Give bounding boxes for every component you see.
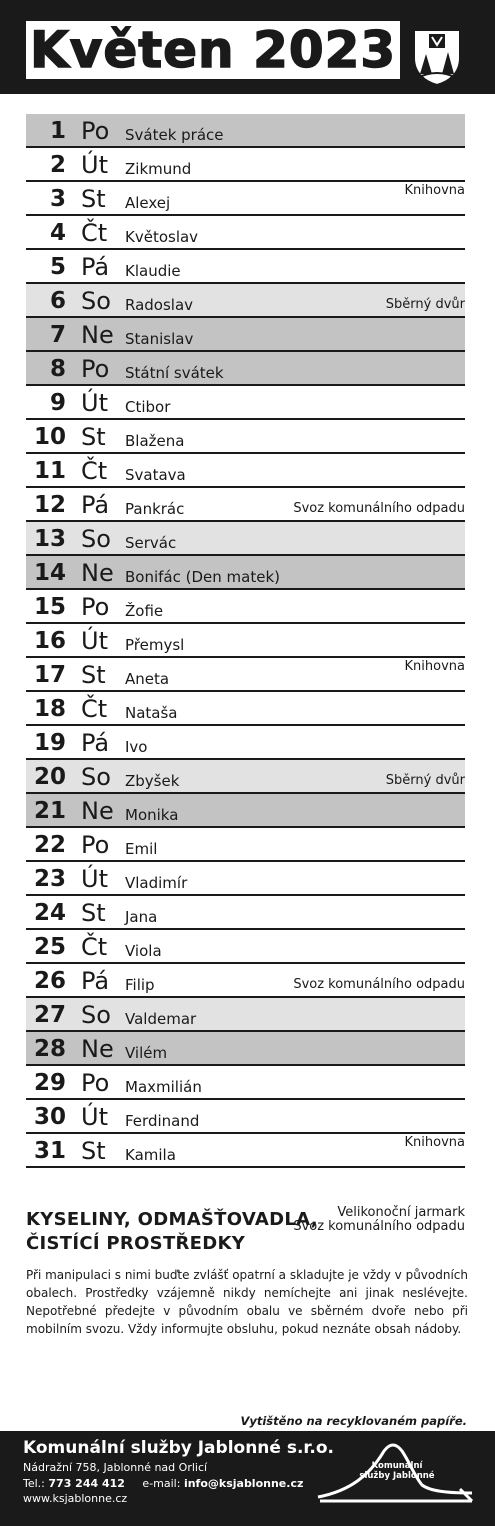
weekday-abbr: So [81,1001,111,1029]
calendar-row [26,318,465,352]
day-number: 2 [49,152,66,178]
day-number: 26 [33,968,66,994]
day-number: 21 [33,798,66,824]
name-day: Nataša [125,704,178,722]
day-number: 10 [33,424,66,450]
day-number: 22 [33,832,66,858]
calendar-row [26,964,465,998]
weekday-abbr: St [81,899,106,927]
weekday-abbr: Čt [81,933,108,961]
weekday-abbr: Pá [81,967,110,995]
logo-label: Komunální služby Jablonné [359,1461,435,1481]
weekday-abbr: Ne [81,559,114,587]
weekday-abbr: Čt [81,457,108,485]
weekday-abbr: Po [81,831,110,859]
event-legend: Velikonoční jarmark Svoz komunálního odpadu [293,1205,465,1234]
weekday-abbr: Po [81,355,110,383]
name-day: Přemysl [125,636,185,654]
weekday-abbr: Ne [81,1035,114,1063]
day-number: 8 [49,356,66,382]
day-number: 19 [33,730,66,756]
calendar-row [26,590,465,624]
day-number: 5 [49,254,66,280]
website-link[interactable]: www.ksjablonne.cz [23,1492,128,1505]
name-day: Ctibor [125,398,171,416]
name-day: Aneta [125,670,170,688]
phone-number[interactable]: 773 244 412 [48,1477,125,1490]
calendar-row [26,556,465,590]
name-day: Viola [125,942,162,960]
weekday-abbr: Čt [81,695,108,723]
day-number: 17 [33,662,66,688]
day-number: 28 [33,1036,66,1062]
footer [0,1431,495,1526]
email-link[interactable]: info@ksjablonne.cz [183,1477,304,1490]
calendar-row [26,726,465,760]
calendar-row [26,760,465,794]
name-day: Vilém [125,1044,168,1062]
name-day: Státní svátek [125,364,224,382]
day-number: 29 [33,1070,66,1096]
page-header [0,0,495,94]
day-number: 25 [33,934,66,960]
calendar-row [26,420,465,454]
name-day: Servác [125,534,177,552]
info-heading: KYSELINY, ODMAŠŤOVADLA, ČISTÍCÍ PROSTŘEDKY [26,1209,318,1254]
weekday-abbr: Po [81,1069,110,1097]
calendar-row [26,828,465,862]
name-day: Emil [125,840,158,858]
weekday-abbr: So [81,525,111,553]
day-number: 14 [33,560,66,586]
name-day: Kamila [125,1146,176,1164]
day-number: 11 [33,458,66,484]
calendar-row [26,1100,465,1134]
calendar-row [26,148,465,182]
weekday-abbr: St [81,423,106,451]
weekday-abbr: So [81,287,111,315]
day-number: 12 [33,492,66,518]
event-label: Svoz komunálního odpadu [293,977,465,992]
weekday-abbr: Čt [81,219,108,247]
name-day: Stanislav [125,330,194,348]
weekday-abbr: Út [81,389,108,417]
recycled-note: Vytištěno na recyklovaném papíře. [240,1414,467,1428]
name-day: Klaudie [125,262,181,280]
calendar-row [26,488,465,522]
day-number: 23 [33,866,66,892]
calendar-row [26,624,465,658]
calendar-list [26,114,465,1168]
event-label: Knihovna [404,183,465,198]
name-day: Svátek práce [125,126,224,144]
name-day: Radoslav [125,296,194,314]
name-day: Maxmilián [125,1078,202,1096]
day-number: 7 [49,322,66,348]
day-number: 18 [33,696,66,722]
name-day: Vladimír [125,874,188,892]
calendar-row [26,114,465,148]
calendar-row [26,386,465,420]
calendar-row [26,352,465,386]
day-number: 24 [33,900,66,926]
event-label: Knihovna [404,659,465,674]
weekday-abbr: Út [81,151,108,179]
name-day: Monika [125,806,179,824]
name-day: Valdemar [125,1010,197,1028]
company-name: Komunální služby Jablonné s.r.o. [23,1438,334,1458]
calendar-row [26,454,465,488]
weekday-abbr: Út [81,1103,108,1131]
day-number: 15 [33,594,66,620]
page-title: Květen 2023 [26,22,400,78]
name-day: Filip [125,976,155,994]
calendar-row [26,862,465,896]
day-number: 16 [33,628,66,654]
name-day: Blažena [125,432,185,450]
name-day: Jana [125,908,158,926]
day-number: 27 [33,1002,66,1028]
calendar-row [26,284,465,318]
name-day: Květoslav [125,228,199,246]
weekday-abbr: Pá [81,729,110,757]
calendar-row [26,692,465,726]
calendar-row [26,522,465,556]
weekday-abbr: Ne [81,321,114,349]
calendar-row [26,998,465,1032]
calendar-row [26,794,465,828]
calendar-row [26,250,465,284]
day-number: 1 [49,118,66,144]
calendar-row [26,1066,465,1100]
day-number: 4 [49,220,66,246]
name-day: Žofie [125,602,164,620]
name-day: Bonifác (Den matek) [125,568,280,586]
name-day: Svatava [125,466,186,484]
calendar-row [26,1134,465,1168]
name-day: Zikmund [125,160,192,178]
weekday-abbr: St [81,185,106,213]
event-label: Knihovna [404,1135,465,1150]
event-label: Sběrný dvůr [385,297,465,312]
day-number: 6 [49,288,66,314]
calendar-row [26,216,465,250]
name-day: Ivo [125,738,148,756]
calendar-row [26,658,465,692]
info-text: Při manipulaci s nimi buďte zvlášť opatrní a skladujte je vždy v původních obalech. Prostředky vzájemně nikdy nemíchejte ani jinak neslévejte. Nepotřebné předejte v původním obalu ve sběrném dvoře nebo při mobilním svozu. Vždy informujte obsluhu, pokud neznáte obsah nádoby. [26,1268,469,1336]
calendar-row [26,930,465,964]
weekday-abbr: Po [81,117,110,145]
weekday-abbr: So [81,763,111,791]
name-day: Zbyšek [125,772,180,790]
municipal-crest-icon [412,28,462,86]
calendar-row [26,896,465,930]
day-number: 9 [49,390,66,416]
event-label: Sběrný dvůr [385,773,465,788]
weekday-abbr: Út [81,865,108,893]
weekday-abbr: Po [81,593,110,621]
company-contact: Tel.: 773 244 412 e-mail: info@ksjablonne.cz [23,1477,304,1490]
weekday-abbr: Pá [81,253,110,281]
day-number: 20 [33,764,66,790]
calendar-row [26,182,465,216]
company-address: Nádražní 758, Jablonné nad Orlicí [23,1461,208,1474]
weekday-abbr: Ne [81,797,114,825]
weekday-abbr: Út [81,627,108,655]
name-day: Ferdinand [125,1112,200,1130]
weekday-abbr: Pá [81,491,110,519]
event-label: Svoz komunálního odpadu [293,501,465,516]
weekday-abbr: St [81,1137,106,1165]
weekday-abbr: St [81,661,106,689]
day-number: 13 [33,526,66,552]
day-number: 31 [33,1138,66,1164]
day-number: 3 [49,186,66,212]
name-day: Pankrác [125,500,185,518]
name-day: Alexej [125,194,171,212]
day-number: 30 [33,1104,66,1130]
calendar-row [26,1032,465,1066]
